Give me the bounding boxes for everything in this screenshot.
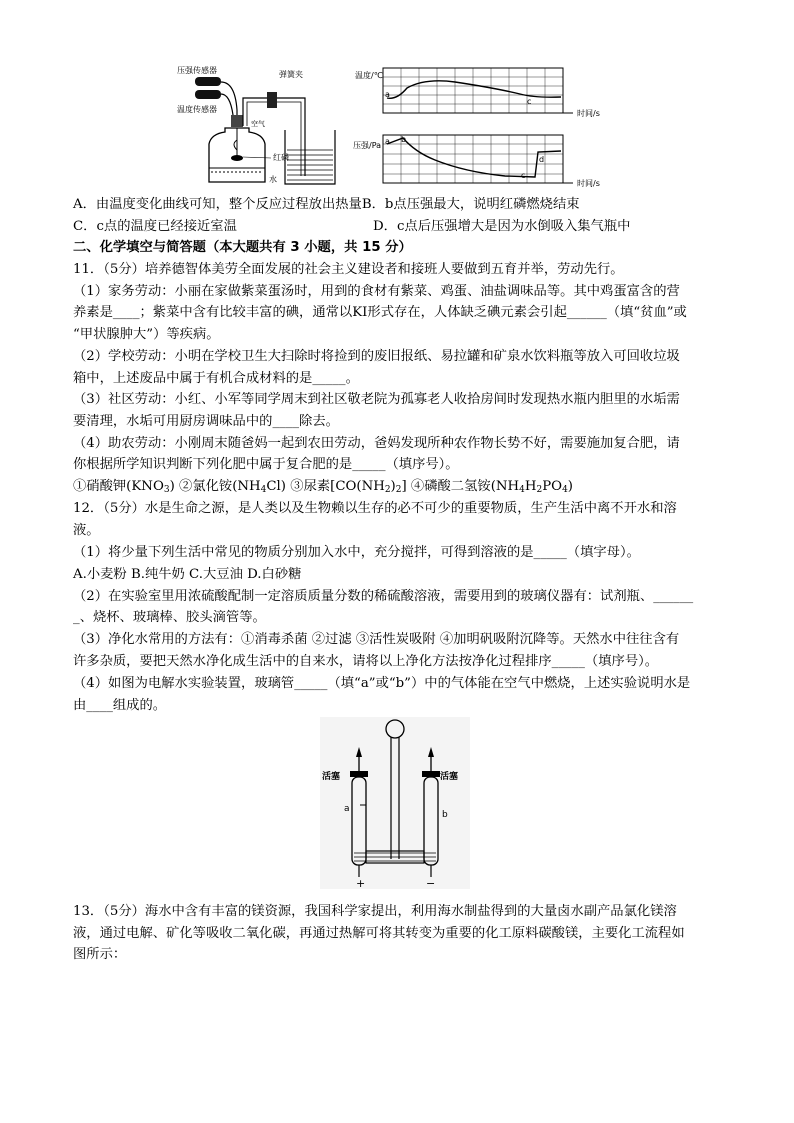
fertilizer-option-2: ②氯化铵$(NH_4Cl)$ (179, 479, 286, 495)
q11-part1-line1: （1）家务劳动：小丽在家做紫菜蛋汤时，用到的食材有紫菜、鸡蛋、油盐调味品等。其中鸡蛋富含的营 (73, 284, 680, 299)
fertilizer-option-3: ③尿素$[CO(NH_2)_2]$ (290, 479, 407, 495)
electrolysis-apparatus-figure (320, 717, 470, 889)
water-label: 水 (269, 175, 277, 184)
q11-part3-line2: 要清理，水垢可用厨房调味品中的____除去。 (73, 414, 339, 429)
temp-point-c: c (527, 97, 532, 106)
pressure-graph-ylabel: 压强/Pa (353, 141, 382, 150)
q11-part2-line2: 箱中，上述废品中属于有机合成材料的是_____。 (73, 371, 359, 386)
temp-graph-xlabel: 时间/s (577, 109, 600, 118)
pressure-point-d: d (539, 155, 545, 164)
q12-stem-line2: 液。 (73, 523, 100, 538)
q10-option-c: C．c点的温度已经接近室温 (73, 219, 237, 234)
pressure-point-a: a (385, 137, 390, 146)
air-label: 空气 (251, 120, 265, 128)
pressure-graph (353, 135, 600, 188)
temp-sensor-label: 温度传感器 (177, 105, 217, 114)
red-phosphorus-label: 红磷 (273, 153, 289, 162)
anode-plus-label: + (356, 877, 366, 889)
q11-fertilizer-options (73, 478, 573, 499)
q13-line3: 图所示： (73, 947, 127, 962)
q11-part3-line1: （3）社区劳动：小红、小军等同学周末到社区敬老院为孤寡老人收拾房间时发现热水瓶内胆里的水垢需 (73, 392, 680, 407)
fertilizer-option-1: ①硝酸钾$(KNO_3)$ (73, 479, 175, 495)
pressure-point-b: b (401, 135, 407, 144)
q11-part1-line3: “甲状腺肿大”）等疾病。 (73, 327, 220, 342)
tube-b-label: b (442, 810, 448, 820)
q11-part1-line2: 养素是____；紫菜中含有比较丰富的碘，通常以KI形式存在，人体缺乏碘元素会引起______（填“贫血”或 (73, 305, 687, 320)
temp-sensor (195, 90, 221, 99)
q12-part2-line1: （2）在实验室里用浓硫酸配制一定溶质质量分数的稀硫酸溶液，需要用到的玻璃仪器有：试剂瓶、______ (73, 589, 694, 604)
fertilizer-option-4: ④磷酸二氢铵$(NH_4H_2PO_4)$ (410, 479, 573, 495)
q10-option-d: D．c点后压强增大是因为水倒吸入集气瓶中 (373, 219, 631, 234)
q11-stem: 11．（5分）培养德智体美劳全面发展的社会主义建设者和接班人要做到五育并举，劳动先行。 (73, 262, 624, 277)
q12-part1: （1）将少量下列生活中常见的物质分别加入水中，充分搅拌，可得到溶液的是_____（填字母）。 (73, 545, 640, 560)
q12-stem-line1: 12．（5分）水是生命之源，是人类以及生物赖以生存的必不可少的重要物质，生产生活中离不开水和溶 (73, 501, 677, 516)
q11-part4-line2: 你根据所学知识判断下列化肥中属于复合肥的是_____（填序号）。 (73, 457, 459, 472)
q11-part2-line1: （2）学校劳动：小明在学校卫生大扫除时将捡到的废旧报纸、易拉罐和矿泉水饮料瓶等放入可回收垃圾 (73, 349, 680, 364)
q13-line1: 13．（5分）海水中含有丰富的镁资源，我国科学家提出，利用海水制盐得到的大量卤水副产品氯化镁溶 (73, 904, 677, 919)
temp-point-a: a (385, 90, 390, 99)
pressure-sensor (195, 77, 221, 86)
section-2-title: 二、化学填空与简答题（本大题共有 3 小题，共 15 分） (73, 240, 412, 255)
cathode-minus-label: − (426, 877, 436, 889)
q12-part1-options: A.小麦粉 B.纯牛奶 C.大豆油 D.白砂糖 (73, 567, 302, 582)
q13-line2: 液，通过电解、矿化等吸收二氧化碳，再通过热解可将其转变为重要的化工原料碳酸镁，主要化工流程如 (73, 926, 685, 941)
clamp-label: 弹簧夹 (279, 70, 303, 79)
q12-part3-line1: （3）净化水常用的方法有：①消毒杀菌 ②过滤 ③活性炭吸附 ④加明矾吸附沉降等。天然水中往往含有 (73, 632, 680, 647)
temp-graph-ylabel: 温度/℃ (355, 71, 383, 80)
pressure-sensor-label: 压强传感器 (177, 66, 217, 75)
q12-part2-line2: _、烧杯、玻璃棒、胶头滴管等。 (73, 610, 266, 625)
valve-left-label: 活塞 (322, 772, 341, 782)
q12-part4-line1: （4）如图为电解水实验装置，玻璃管_____（填“a”或“b”）中的气体能在空气中燃烧，上述实验说明水是 (73, 676, 691, 691)
temperature-graph (355, 68, 600, 118)
q10-options-ab: A．由温度变化曲线可知，整个反应过程放出热量B．b点压强最大，说明红磷燃烧结束 (73, 197, 580, 212)
q12-part3-line2: 许多杂质，要把天然水净化成生活中的自来水，请将以上净化方法按净化过程排序_____（填序号）。 (73, 654, 659, 669)
pressure-graph-xlabel: 时间/s (577, 179, 600, 188)
q11-part4-line1: （4）助农劳动：小刚周末随爸妈一起到农田劳动，爸妈发现所种农作物长势不好，需要施加复合肥，请 (73, 436, 680, 451)
valve-right-label: 活塞 (440, 772, 459, 782)
tube-a-label: a (344, 804, 350, 814)
pressure-point-c: c (521, 171, 526, 180)
q12-part4-line2: 由____组成的。 (73, 698, 167, 713)
combustion-apparatus-figure (175, 60, 620, 190)
